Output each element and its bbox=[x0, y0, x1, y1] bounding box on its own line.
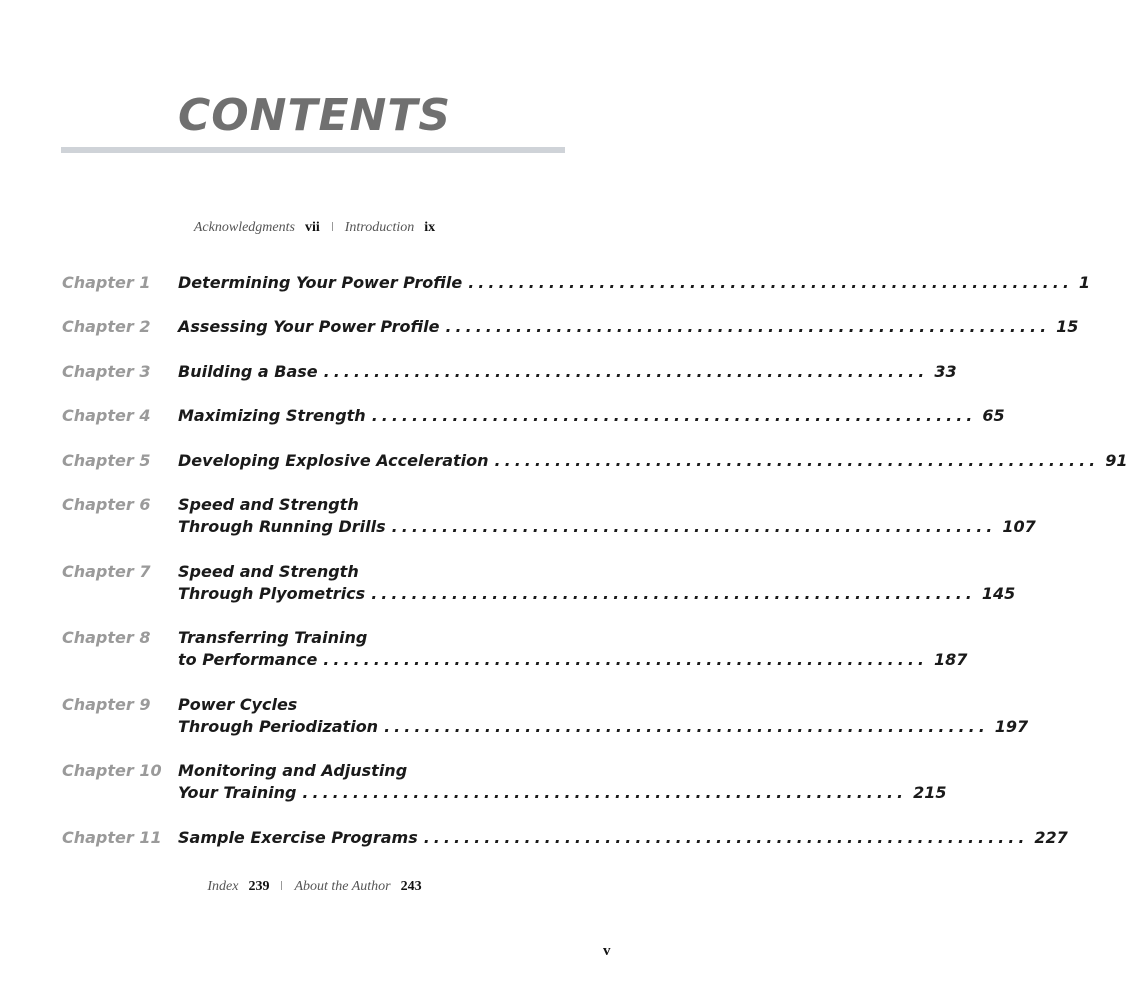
chapter-title bbox=[178, 627, 968, 671]
dot-leader: ............................................................ bbox=[323, 650, 928, 669]
front-matter-page: vii bbox=[304, 220, 320, 235]
chapter-title-line: Speed and Strength bbox=[178, 495, 359, 514]
dot-leader: ............................................................ bbox=[384, 717, 989, 736]
front-matter bbox=[0, 220, 629, 236]
chapter-page-number: 91 bbox=[1105, 451, 1127, 470]
chapter-label: Chapter 3 bbox=[62, 362, 151, 381]
chapter-page-number: 33 bbox=[934, 362, 957, 381]
chapter-page-number: 65 bbox=[982, 406, 1005, 425]
back-matter-label: Index bbox=[207, 879, 239, 894]
page-title: CONTENTS bbox=[177, 90, 452, 141]
front-matter-label: Introduction bbox=[344, 220, 415, 235]
dot-leader: ............................................................ bbox=[391, 517, 997, 536]
chapter-title-line: Developing Explosive Acceleration bbox=[178, 451, 489, 470]
dot-leader: ............................................................ bbox=[371, 584, 976, 603]
chapter-page-number: 107 bbox=[1002, 517, 1036, 536]
chapter-title bbox=[178, 561, 1016, 605]
chapter-title bbox=[178, 405, 1005, 427]
dot-leader: ............................................................ bbox=[302, 783, 908, 802]
chapter-label: Chapter 11 bbox=[62, 828, 162, 847]
chapter-title-line: Transferring Training bbox=[178, 628, 368, 647]
chapter-label: Chapter 4 bbox=[62, 406, 151, 425]
dot-leader: ............................................................ bbox=[445, 317, 1051, 336]
chapter-title-line: Determining Your Power Profile bbox=[178, 273, 463, 292]
chapter-title-line: Power Cycles bbox=[178, 695, 298, 714]
chapter-page-number: 187 bbox=[933, 650, 968, 669]
chapter-title-line: Assessing Your Power Profile bbox=[178, 317, 440, 336]
chapter-title-line: Building a Base bbox=[178, 362, 318, 381]
separator bbox=[281, 881, 282, 890]
back-matter bbox=[0, 879, 629, 895]
chapter-title-line: to Performance bbox=[178, 650, 318, 669]
chapter-label: Chapter 7 bbox=[62, 562, 151, 581]
chapter-label: Chapter 10 bbox=[62, 761, 162, 780]
chapter-title bbox=[178, 450, 1127, 472]
chapter-label: Chapter 1 bbox=[62, 273, 151, 292]
chapter-title bbox=[178, 272, 1091, 294]
chapter-title-line: Monitoring and Adjusting bbox=[178, 761, 408, 780]
chapter-page-number: 1 bbox=[1078, 273, 1091, 292]
separator bbox=[332, 222, 333, 231]
chapter-page-number: 227 bbox=[1034, 828, 1068, 847]
chapter-title-line: Sample Exercise Programs bbox=[178, 828, 418, 847]
dot-leader: ............................................................ bbox=[371, 406, 977, 425]
title-rule bbox=[61, 147, 565, 153]
chapter-title-line: Through Running Drills bbox=[178, 517, 386, 536]
chapter-title bbox=[178, 361, 957, 383]
chapter-title-line: Through Periodization bbox=[178, 717, 379, 736]
chapter-label: Chapter 8 bbox=[62, 628, 151, 647]
front-matter-label: Acknowledgments bbox=[193, 220, 295, 235]
chapter-page-number: 215 bbox=[913, 783, 947, 802]
chapter-title-line: Through Plyometrics bbox=[178, 584, 366, 603]
front-matter-page: ix bbox=[424, 220, 436, 235]
chapter-title-line: Speed and Strength bbox=[178, 562, 359, 581]
chapter-page-number: 15 bbox=[1056, 317, 1079, 336]
back-matter-label: About the Author bbox=[294, 879, 391, 894]
chapter-title-line: Your Training bbox=[178, 783, 297, 802]
chapter-title bbox=[178, 827, 1068, 849]
dot-leader: ............................................................ bbox=[468, 273, 1073, 292]
chapter-label: Chapter 9 bbox=[62, 695, 151, 714]
back-matter-page: 239 bbox=[248, 879, 270, 894]
chapter-label: Chapter 2 bbox=[62, 317, 151, 336]
dot-leader: ............................................................ bbox=[494, 451, 1100, 470]
chapter-title bbox=[178, 316, 1079, 338]
back-matter-page: 243 bbox=[400, 879, 422, 894]
chapter-page-number: 145 bbox=[981, 584, 1016, 603]
dot-leader: ............................................................ bbox=[423, 828, 1029, 847]
chapter-page-number: 197 bbox=[994, 717, 1029, 736]
chapter-title-line: Maximizing Strength bbox=[178, 406, 366, 425]
chapter-title bbox=[178, 694, 1029, 738]
chapter-label: Chapter 6 bbox=[62, 495, 151, 514]
page-number: v bbox=[603, 943, 611, 959]
chapter-title bbox=[178, 494, 1036, 538]
chapter-label: Chapter 5 bbox=[62, 451, 151, 470]
dot-leader: ............................................................ bbox=[323, 362, 929, 381]
chapter-title bbox=[178, 760, 947, 804]
